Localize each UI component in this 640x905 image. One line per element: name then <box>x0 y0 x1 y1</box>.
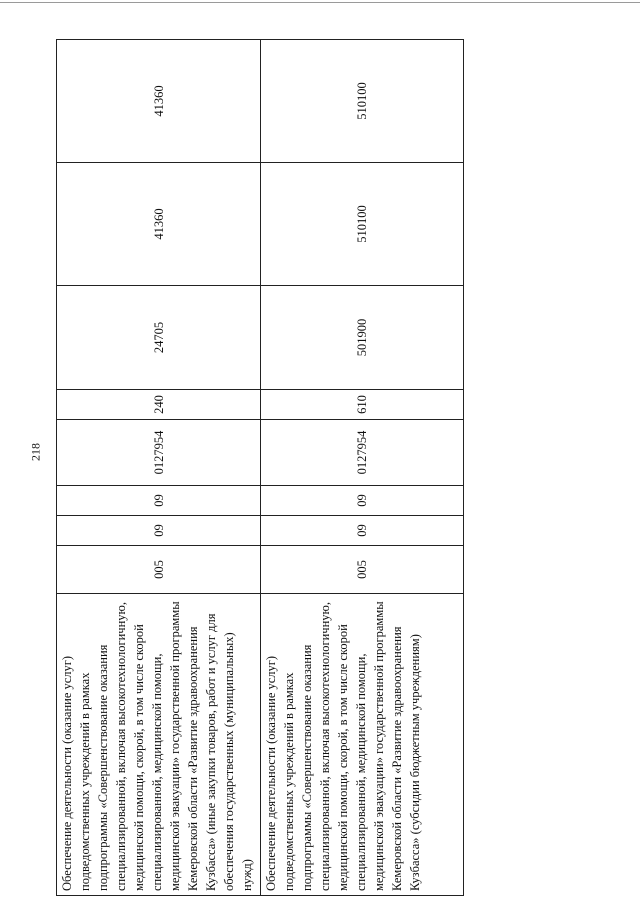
table-row <box>57 40 261 896</box>
sum-year-3: 41360 <box>57 40 261 163</box>
expense-type-code: 240 <box>57 390 261 420</box>
page-number-text: 218 <box>28 443 43 461</box>
subsection-code: 09 <box>261 486 464 516</box>
expense-type-code: 610 <box>261 390 464 420</box>
table-row <box>261 40 464 896</box>
sum-year-1: 24705 <box>57 286 261 390</box>
row-description: Обеспечение деятельности (оказание услуг) подведомственных учреждений в рамках подпрограммы «Совершенствование оказания специализированной, включая высокотехнологичную, медицинской помощи, скорой, в том числе скорой специализированной, медицинской помощи, медицинской эвакуации» государственной программы Кемеровской области «Развитие здравоохранения Кузбасса» (иные закупки товаров, работ и услуг для обеспечения государственных (муниципальных) нужд) <box>57 594 261 896</box>
section-code: 09 <box>261 516 464 546</box>
target-article-code: 0127954 <box>261 420 464 486</box>
section-code: 09 <box>57 516 261 546</box>
budget-table <box>56 39 464 896</box>
target-article-code: 0127954 <box>57 420 261 486</box>
top-scan-rule <box>0 2 640 3</box>
sum-year-3: 510100 <box>261 40 464 163</box>
row-description: Обеспечение деятельности (оказание услуг) подведомственных учреждений в рамках подпрограммы «Совершенствование оказания специализированной, включая высокотехнологичную, медицинской помощи, скорой, в том числе скорой специализированной, медицинской помощи, медицинской эвакуации» государственной программы Кемеровской области «Развитие здравоохранения Кузбасса» (субсидии бюджетным учреждениям) <box>261 594 464 896</box>
subsection-code: 09 <box>57 486 261 516</box>
sum-year-2: 510100 <box>261 163 464 286</box>
budget-table-container <box>56 40 463 896</box>
ministry-code: 005 <box>57 546 261 594</box>
budget-table-rotated <box>56 40 463 896</box>
sum-year-2: 41360 <box>57 163 261 286</box>
ministry-code: 005 <box>261 546 464 594</box>
sum-year-1: 501900 <box>261 286 464 390</box>
